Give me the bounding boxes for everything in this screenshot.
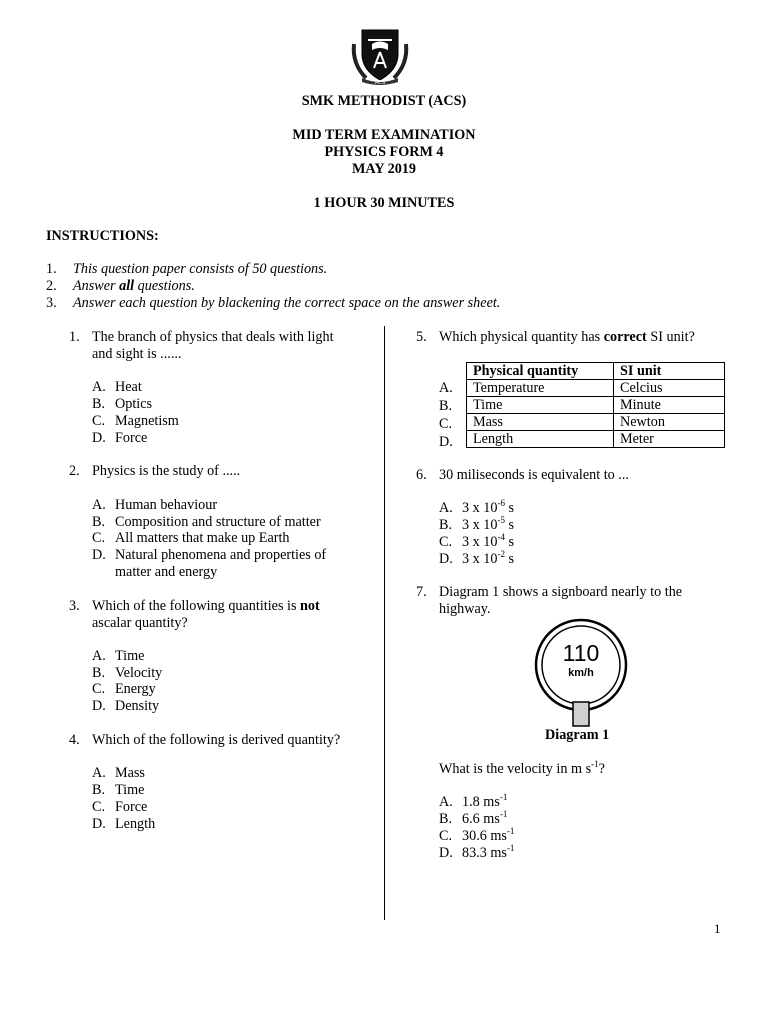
q6-option-c-letter: C. [439, 534, 453, 550]
q1-text-line1: The branch of physics that deals with light [92, 329, 334, 345]
q1-option-d-letter: D. [92, 430, 106, 446]
q7-option-a-letter: A. [439, 794, 453, 810]
table-row [467, 380, 725, 397]
table-header-unit: SI unit [614, 363, 725, 380]
q1-number: 1. [69, 329, 80, 345]
q2-option-c: All matters that make up Earth [115, 530, 290, 546]
table-cell-unit: Minute [614, 397, 725, 414]
svg-text:ACS: ACS [375, 80, 385, 86]
table-cell-quantity: Length [467, 431, 614, 448]
table-row [467, 397, 725, 414]
q7-option-d: 83.3 $ms^{-1}$ [462, 843, 515, 861]
page-number: 1 [714, 921, 721, 936]
q2-option-d-letter: D. [92, 547, 106, 563]
q5-option-d-letter: D. [439, 434, 453, 450]
q1-option-a-letter: A. [92, 379, 106, 395]
table-cell-unit: Meter [614, 431, 725, 448]
q7-option-c-letter: C. [439, 828, 453, 844]
q6-option-d-letter: D. [439, 551, 453, 567]
q7-option-b: 6.6 $ms^{-1}$ [462, 809, 508, 827]
diagram-caption: Diagram 1 [545, 727, 610, 743]
exam-duration: 1 HOUR 30 MINUTES [313, 195, 455, 211]
school-name: SMK METHODIST (ACS) [301, 93, 467, 109]
q3-text-line2: ascalar quantity? [92, 615, 188, 631]
q6-text: 30 miliseconds is equivalent to ... [439, 467, 629, 483]
q2-option-c-letter: C. [92, 530, 106, 546]
q6-option-c: 3 x $10^{-4}$ s [462, 532, 515, 550]
table-header-row [467, 363, 725, 380]
q1-option-b-letter: B. [92, 396, 106, 412]
instructions-heading: INSTRUCTIONS: [46, 228, 159, 244]
q2-option-b-letter: B. [92, 514, 106, 530]
table-cell-quantity: Mass [467, 414, 614, 431]
q3-option-a-letter: A. [92, 648, 106, 664]
speed-sign-diagram [530, 618, 632, 728]
q2-option-d-cont: matter and energy [115, 564, 218, 580]
q1-option-b: Optics [115, 396, 153, 412]
instruction-num-3: 3. [46, 295, 57, 311]
sign-speed-unit: km/h [568, 667, 594, 679]
q2-option-d: Natural phenomena and properties of [115, 547, 327, 563]
q6-option-d: 3 x $10^{-2}$ s [462, 549, 515, 567]
q7-option-d-letter: D. [439, 845, 453, 861]
q4-option-b: Time [115, 782, 145, 798]
q3-text-line1: Which of the following quantities is not [92, 598, 320, 614]
q6-option-b: 3 x $10^{-5}$ s [462, 515, 515, 533]
q4-option-d-letter: D. [92, 816, 106, 832]
q2-option-a-letter: A. [92, 497, 106, 513]
q5-option-a-letter: A. [439, 380, 453, 396]
q3-option-d: Density [115, 698, 160, 714]
q2-number: 2. [69, 463, 80, 479]
q1-option-c: Magnetism [115, 413, 179, 429]
column-divider [384, 326, 385, 920]
q6-option-b-letter: B. [439, 517, 453, 533]
table-cell-quantity: Temperature [467, 380, 614, 397]
q3-option-b-letter: B. [92, 665, 106, 681]
q3-option-d-letter: D. [92, 698, 106, 714]
q5-option-b-letter: B. [439, 398, 453, 414]
table-header-quantity: Physical quantity [467, 363, 614, 380]
q3-option-c-letter: C. [92, 681, 106, 697]
table-row [467, 414, 725, 431]
q7-option-c: 30.6 $ms^{-1}$ [462, 826, 515, 844]
instruction-2: Answer all questions. [73, 278, 195, 294]
q5-option-c-letter: C. [439, 416, 453, 432]
q4-option-d: Length [115, 816, 156, 832]
q5-si-table [466, 362, 725, 448]
q3-option-b: Velocity [115, 665, 163, 681]
table-cell-quantity: Time [467, 397, 614, 414]
q7-option-b-letter: B. [439, 811, 453, 827]
q4-number: 4. [69, 732, 80, 748]
q1-option-d: Force [115, 430, 148, 446]
sign-speed-value: 110 [562, 640, 600, 666]
table-cell-unit: Celcius [614, 380, 725, 397]
q2-option-b: Composition and structure of matter [115, 514, 321, 530]
instruction-num-2: 2. [46, 278, 57, 294]
q7-question: What is the velocity in m $s^{-1}$? [439, 759, 605, 777]
q1-option-a: Heat [115, 379, 142, 395]
q3-option-a: Time [115, 648, 145, 664]
school-logo [348, 24, 412, 88]
q4-option-c-letter: C. [92, 799, 106, 815]
table-cell-unit: Newton [614, 414, 725, 431]
q6-option-a: 3 x $10^{-6}$ s [462, 498, 515, 516]
q5-number: 5. [416, 329, 427, 345]
q2-option-a: Human behaviour [115, 497, 218, 513]
q3-option-c: Energy [115, 681, 156, 697]
q6-number: 6. [416, 467, 427, 483]
exam-title: MID TERM EXAMINATION [292, 127, 476, 143]
q2-text: Physics is the study of ..... [92, 463, 241, 479]
q4-option-b-letter: B. [92, 782, 106, 798]
subject-title: PHYSICS FORM 4 [324, 144, 444, 160]
table-row [467, 431, 725, 448]
q7-text-line2: highway. [439, 601, 491, 617]
q7-text-line1: Diagram 1 shows a signboard nearly to the [439, 584, 683, 600]
q1-option-c-letter: C. [92, 413, 106, 429]
exam-date: MAY 2019 [352, 161, 416, 177]
q4-option-a: Mass [115, 765, 145, 781]
q6-option-a-letter: A. [439, 500, 453, 516]
q7-number: 7. [416, 584, 427, 600]
instruction-3: Answer each question by blackening the correct space on the answer sheet. [73, 295, 501, 311]
instruction-1: This question paper consists of 50 questions. [73, 261, 328, 277]
q3-number: 3. [69, 598, 80, 614]
q4-option-c: Force [115, 799, 148, 815]
q5-text: Which physical quantity has correct SI unit? [439, 329, 695, 345]
q4-option-a-letter: A. [92, 765, 106, 781]
q4-text: Which of the following is derived quantity? [92, 732, 341, 748]
q7-option-a: 1.8 $ms^{-1}$ [462, 792, 508, 810]
instruction-num-1: 1. [46, 261, 57, 277]
q1-text-line2: and sight is ...... [92, 346, 182, 362]
